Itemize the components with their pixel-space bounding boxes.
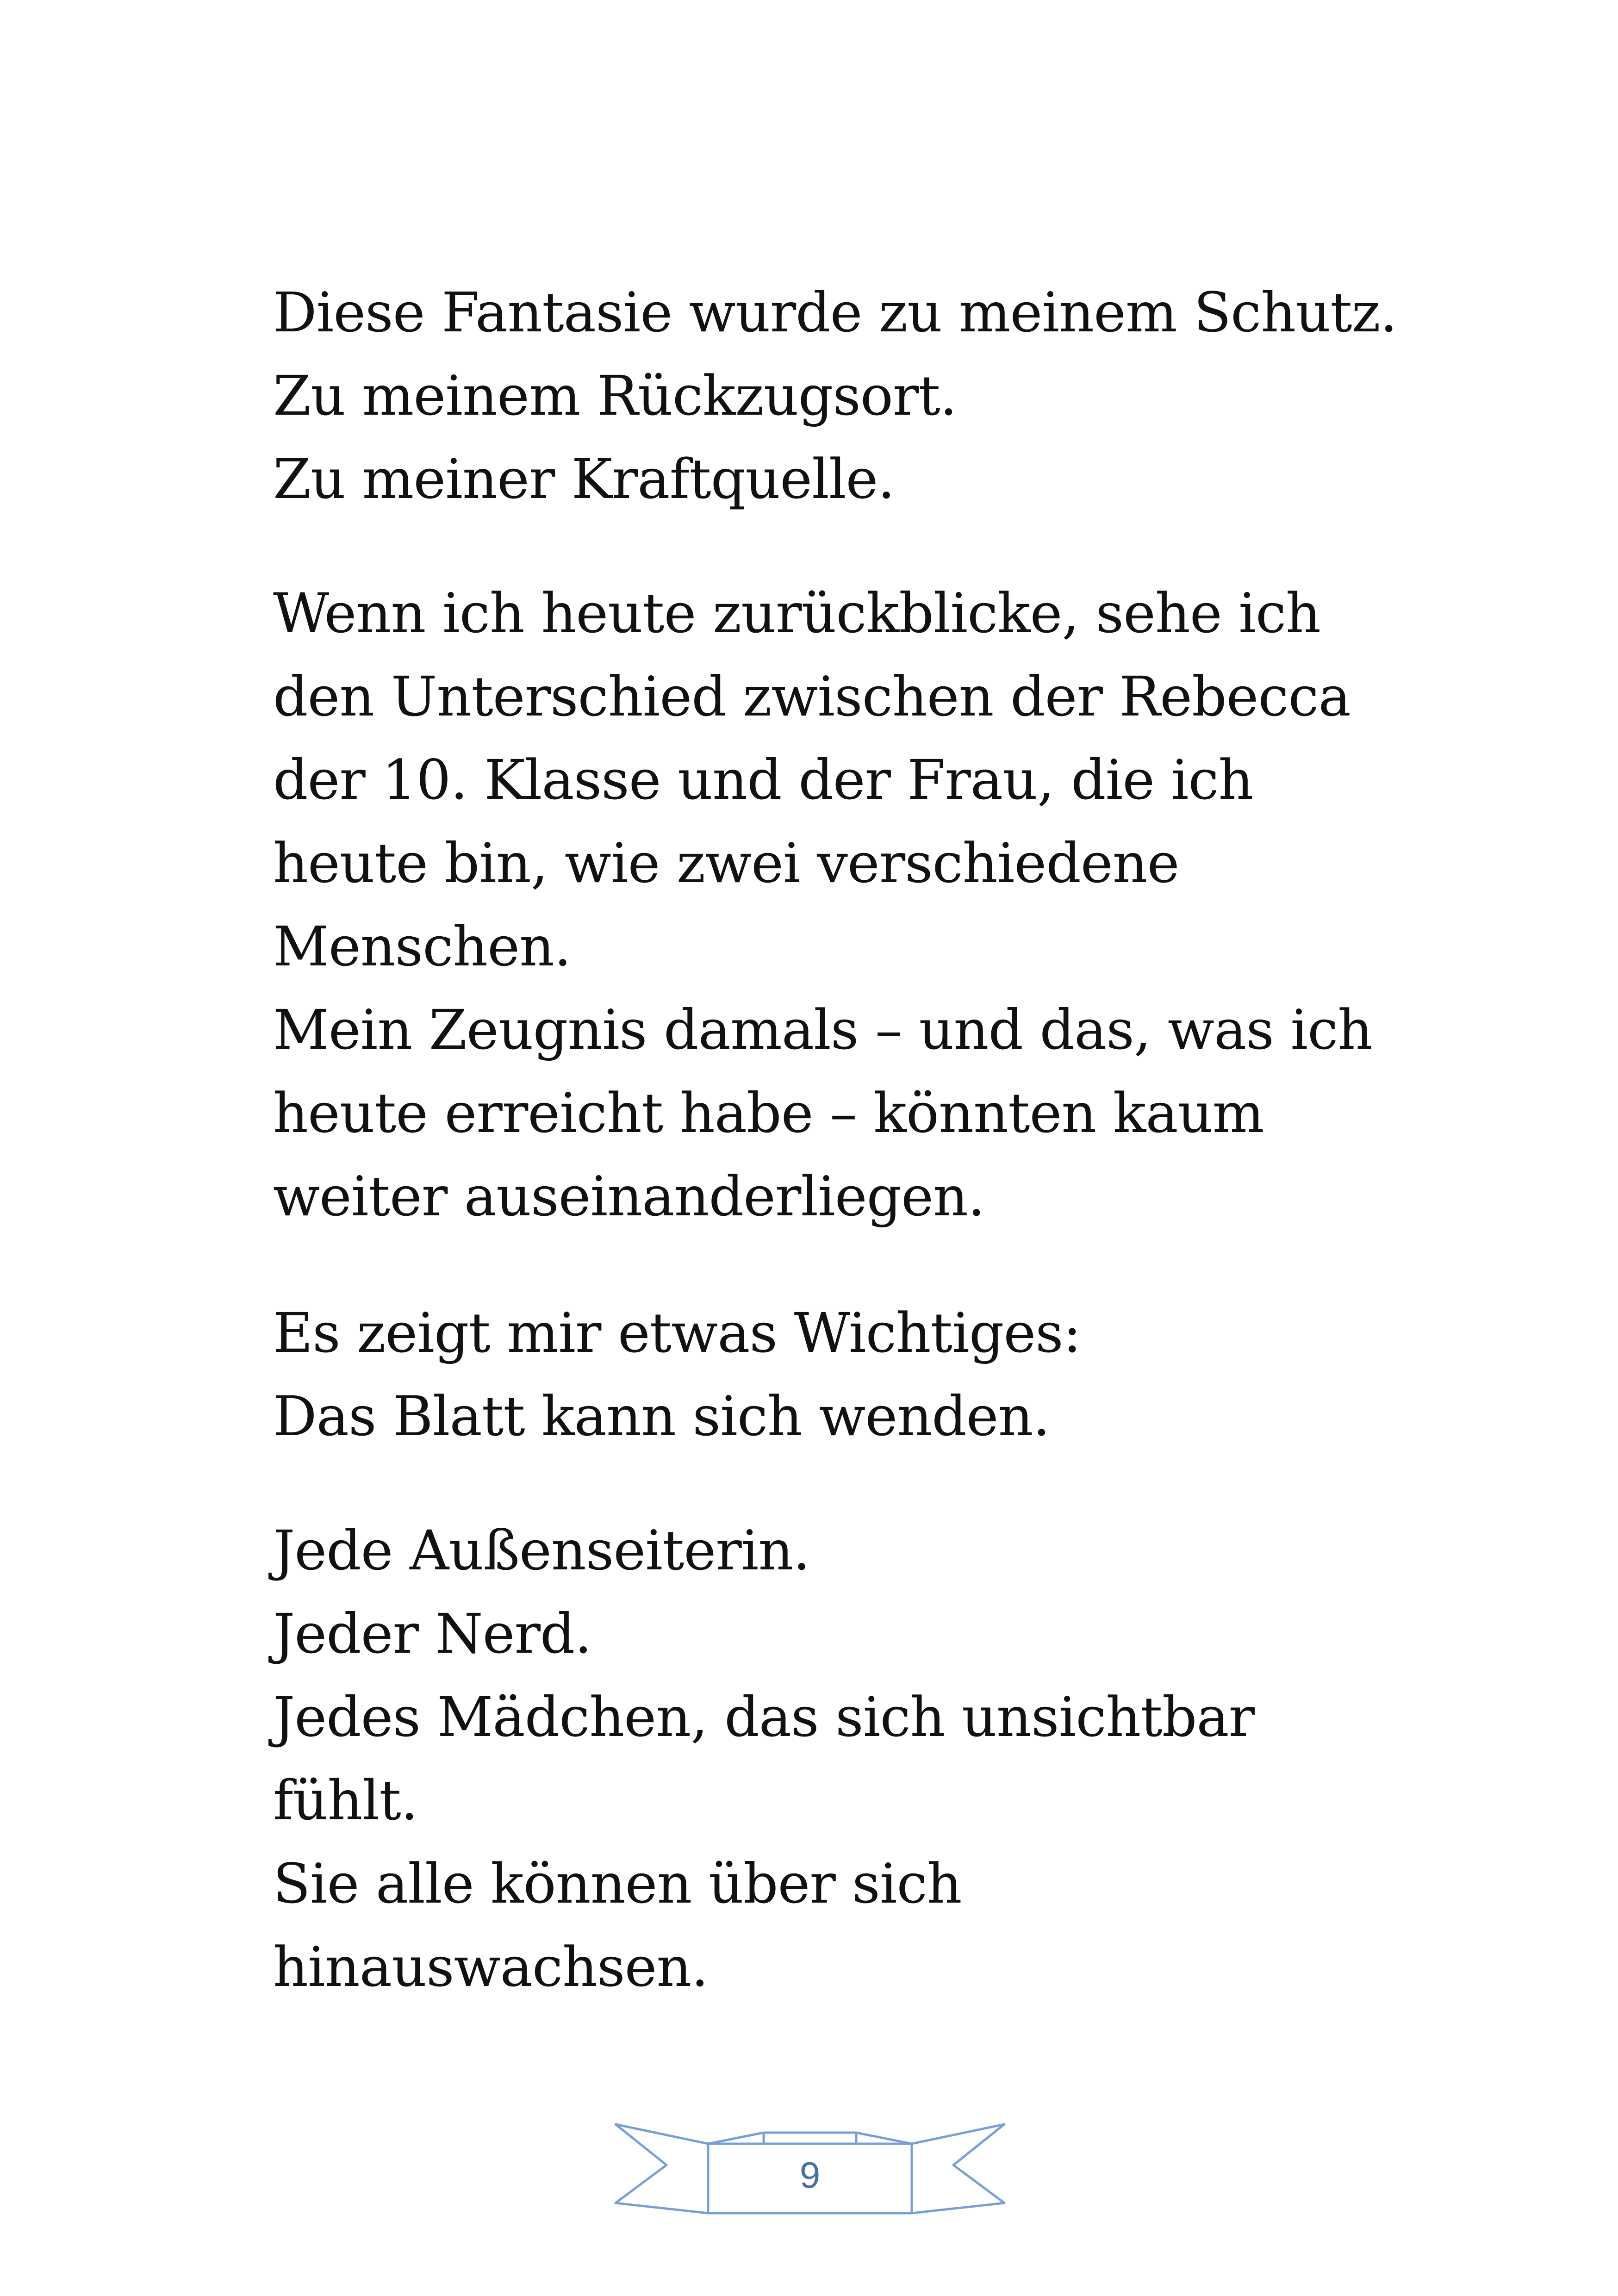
text-line: Jede Außenseiterin. — [273, 1518, 810, 1582]
text-line: heute erreicht habe – könnten kaum — [273, 1081, 1264, 1145]
text-line: hinauswachsen. — [273, 1935, 708, 1999]
text-line: der 10. Klasse und der Frau, die ich — [273, 748, 1253, 812]
paragraph-3 — [273, 1291, 1407, 1458]
page-number-banner — [611, 2115, 1009, 2235]
text-line: den Unterschied zwischen der Rebecca — [273, 665, 1350, 728]
text-line: heute bin, wie zwei verschiedene — [273, 831, 1179, 895]
text-line: Wenn ich heute zurückblicke, sehe ich — [273, 581, 1321, 645]
page-number: 9 — [799, 2154, 821, 2196]
text-line: Zu meinem Rückzugsort. — [273, 364, 957, 428]
text-line: weiter auseinanderliegen. — [273, 1164, 985, 1228]
text-line: Sie alle können über sich — [273, 1852, 962, 1916]
paragraph-2 — [273, 572, 1407, 1238]
paragraph-1 — [273, 271, 1407, 521]
paragraph-4 — [273, 1509, 1407, 2009]
text-line: Zu meiner Kraftquelle. — [273, 447, 895, 511]
text-line: Es zeigt mir etwas Wichtiges: — [273, 1301, 1081, 1365]
text-line: Jeder Nerd. — [273, 1602, 591, 1666]
text-line: Das Blatt kann sich wenden. — [273, 1384, 1050, 1448]
text-line: Jedes Mädchen, das sich unsichtbar — [273, 1685, 1255, 1749]
text-line: fühlt. — [273, 1768, 418, 1832]
text-line: Menschen. — [273, 915, 571, 978]
text-line: Mein Zeugnis damals – und das, was ich — [273, 998, 1373, 1062]
text-line: Diese Fantasie wurde zu meinem Schutz. — [273, 280, 1397, 344]
